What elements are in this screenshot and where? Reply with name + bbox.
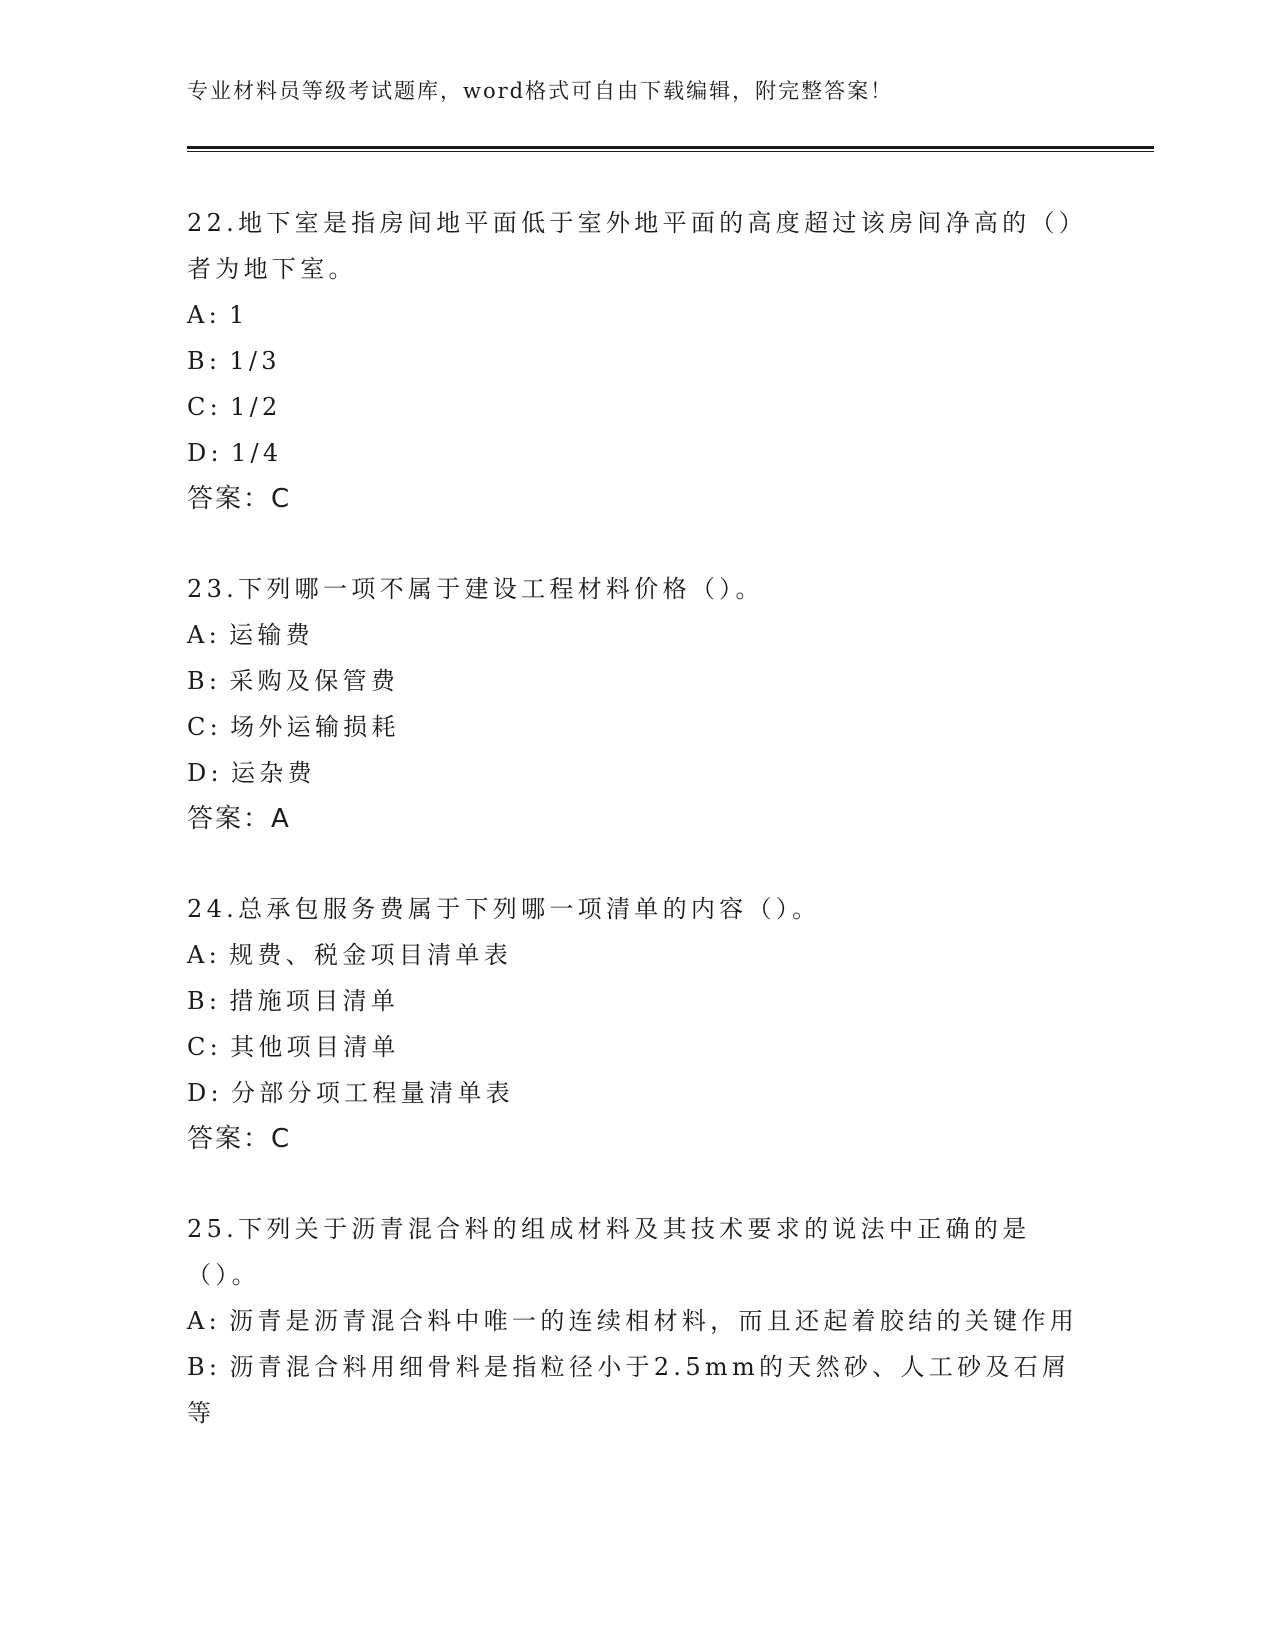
option-text: 运输费 [229, 621, 314, 649]
option-label: C: [187, 713, 223, 741]
option-label: B: [187, 1353, 222, 1381]
answer: 答案：C [187, 1124, 292, 1154]
option-c [187, 384, 1087, 430]
option-text: 其他项目清单 [230, 1033, 400, 1061]
option-b [187, 1344, 1087, 1436]
option-text: 沥青混合料用细骨料是指粒径小于2.5mm的天然砂、人工砂及石屑等 [187, 1353, 1071, 1427]
question-stem: 25.下列关于沥青混合料的组成材料及其技术要求的说法中正确的是（）。 [187, 1215, 1031, 1289]
answer: 答案：A [187, 804, 291, 834]
option-b [187, 978, 1087, 1024]
option-label: C: [187, 393, 223, 421]
question-25 [187, 1206, 1087, 1436]
question-stem: 23.下列哪一项不属于建设工程材料价格（）。 [187, 575, 764, 603]
document-header: 专业材料员等级考试题库，word格式可自由下载编辑，附完整答案！ [187, 79, 894, 103]
option-text: 1/3 [229, 347, 281, 375]
option-a [187, 292, 1087, 338]
option-text: 1/4 [230, 439, 283, 467]
question-stem: 24.总承包服务费属于下列哪一项清单的内容（）。 [187, 895, 821, 923]
option-a [187, 1298, 1087, 1344]
option-label: B: [187, 987, 222, 1015]
question-23 [187, 566, 1087, 842]
option-text: 规费、税金项目清单表 [229, 941, 513, 969]
option-text: 1 [229, 301, 249, 329]
header-divider [187, 146, 1154, 149]
option-text: 采购及保管费 [229, 667, 400, 695]
option-label: B: [187, 347, 222, 375]
option-c [187, 704, 1087, 750]
option-d [187, 1070, 1087, 1116]
question-stem: 22.地下室是指房间地平面低于室外地平面的高度超过该房间净高的（）者为地下室。 [187, 209, 1076, 283]
option-b [187, 658, 1087, 704]
option-label: A: [187, 1307, 222, 1335]
question-list [187, 200, 1087, 1480]
option-b [187, 338, 1087, 384]
option-label: D: [187, 1079, 223, 1107]
option-text: 沥青是沥青混合料中唯一的连续相材料，而且还起着胶结的关键作用 [229, 1307, 1079, 1335]
option-d [187, 750, 1087, 796]
option-a [187, 612, 1087, 658]
answer: 答案：C [187, 484, 292, 514]
option-label: C: [187, 1033, 223, 1061]
option-text: 分部分项工程量清单表 [230, 1079, 514, 1107]
option-c [187, 1024, 1087, 1070]
question-22 [187, 200, 1087, 522]
option-text: 运杂费 [230, 759, 316, 787]
option-text: 措施项目清单 [229, 987, 400, 1015]
option-label: D: [187, 439, 223, 467]
option-label: A: [187, 301, 222, 329]
question-24 [187, 886, 1087, 1162]
option-text: 场外运输损耗 [230, 713, 400, 741]
option-d [187, 430, 1087, 476]
option-label: A: [187, 621, 222, 649]
option-a [187, 932, 1087, 978]
option-label: D: [187, 759, 223, 787]
option-label: A: [187, 941, 222, 969]
header-divider-thin [187, 151, 1154, 152]
option-text: 1/2 [230, 393, 282, 421]
option-label: B: [187, 667, 222, 695]
